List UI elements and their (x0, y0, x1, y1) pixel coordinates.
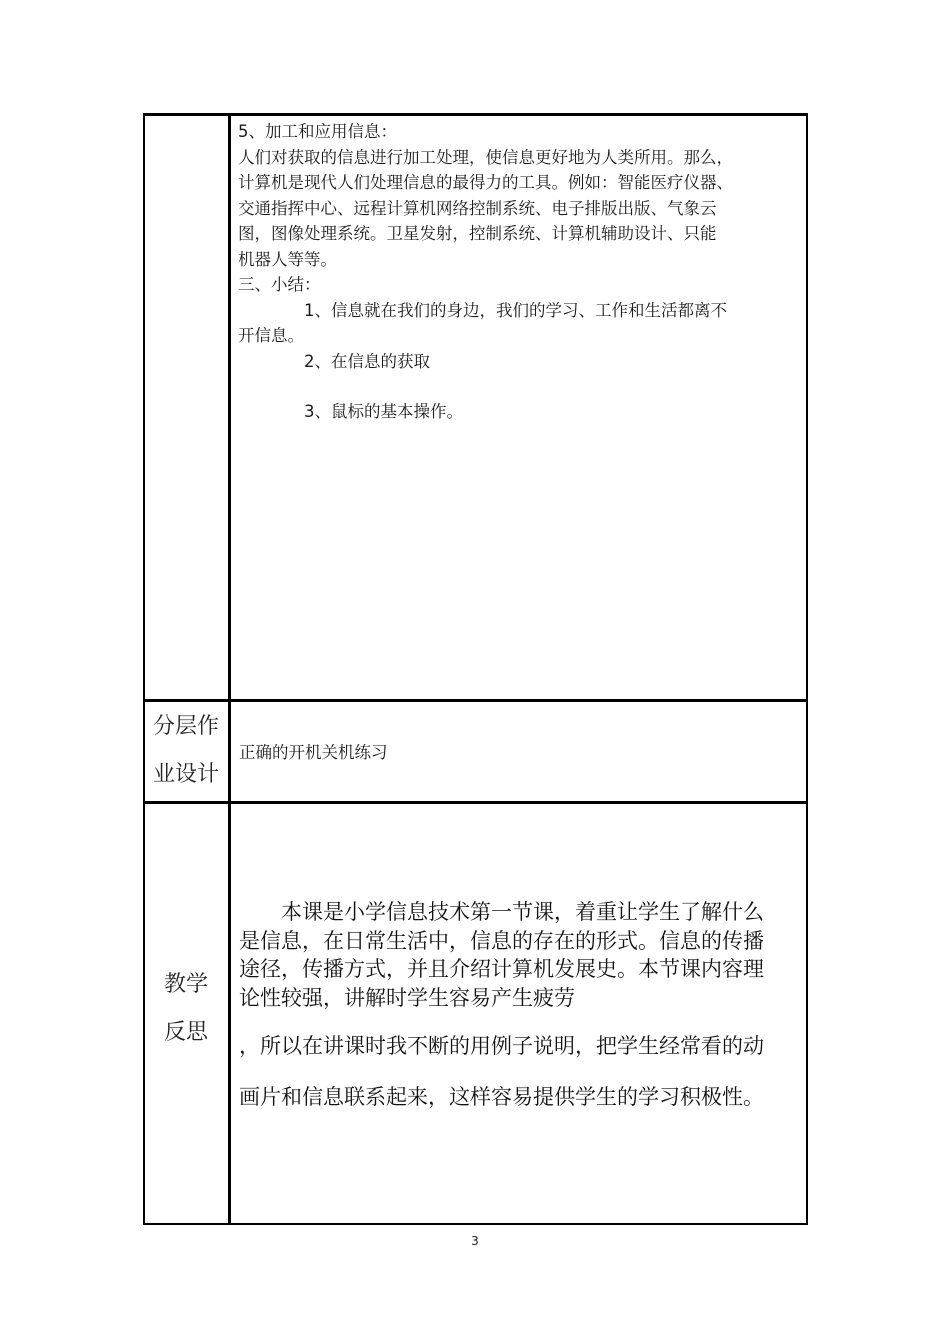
table-left-border (143, 113, 145, 1225)
reflection-line: ，所以在讲课时我不断的用例子说明，把学生经常看的动 (239, 1034, 764, 1058)
column-divider (228, 113, 231, 1225)
section-heading: 5、加工和应用信息： (238, 122, 397, 141)
row-divider-2 (143, 801, 808, 804)
lesson-content (238, 119, 803, 425)
row-divider-1 (143, 699, 808, 702)
reflection-label (143, 961, 229, 1057)
reflection-label-line2: 反思 (163, 1020, 208, 1045)
content-line: 人们对获取的信息进行加工处理，使信息更好地为人类所用。那么， (238, 147, 733, 167)
content-line: 交通指挥中心、远程计算机网络控制系统、电子排版出版、气象云 (238, 198, 717, 218)
summary-item-2: 2、在信息的获取 (304, 351, 430, 371)
reflection-line: 论性较强，讲解时学生容易产生疲劳 (239, 985, 575, 1010)
lesson-table (143, 113, 808, 1225)
homework-label-line1: 分层作 (152, 714, 219, 739)
table-bottom-border (143, 1223, 808, 1225)
reflection-line: 画片和信息联系起来，这样容易提供学生的学习积极性。 (239, 1084, 764, 1109)
homework-text: 正确的开机关机练习 (239, 743, 388, 762)
reflection-line: 是信息，在日常生活中，信息的存在的形式。信息的传播 (239, 928, 764, 953)
page-number: 3 (471, 1234, 479, 1248)
summary-item-3: 3、鼠标的基本操作。 (304, 402, 463, 421)
summary-item-1-cont: 开信息。 (238, 326, 304, 345)
reflection-label-line1: 教学 (163, 972, 208, 997)
reflection-text (239, 898, 804, 1111)
content-line: 图，图像处理系统。卫星发射，控制系统、计算机辅助设计、只能 (238, 224, 717, 243)
table-right-border (806, 113, 808, 1225)
table-top-border (143, 113, 808, 116)
reflection-line: 本课是小学信息技术第一节课，着重让学生了解什么 (281, 900, 764, 924)
summary-item-1: 1、信息就在我们的身边，我们的学习、工作和生活都离不 (304, 300, 727, 320)
reflection-line: 途径，传播方式，并且介绍计算机发展史。本节课内容理 (239, 957, 764, 981)
homework-label (143, 703, 229, 799)
content-line: 计算机是现代人们处理信息的最得力的工具。例如：智能医疗仪器、 (238, 173, 733, 192)
homework-label-line2: 业设计 (152, 762, 219, 787)
content-line: 机器人等等。 (238, 249, 337, 269)
summary-title: 三、小结： (238, 275, 321, 294)
